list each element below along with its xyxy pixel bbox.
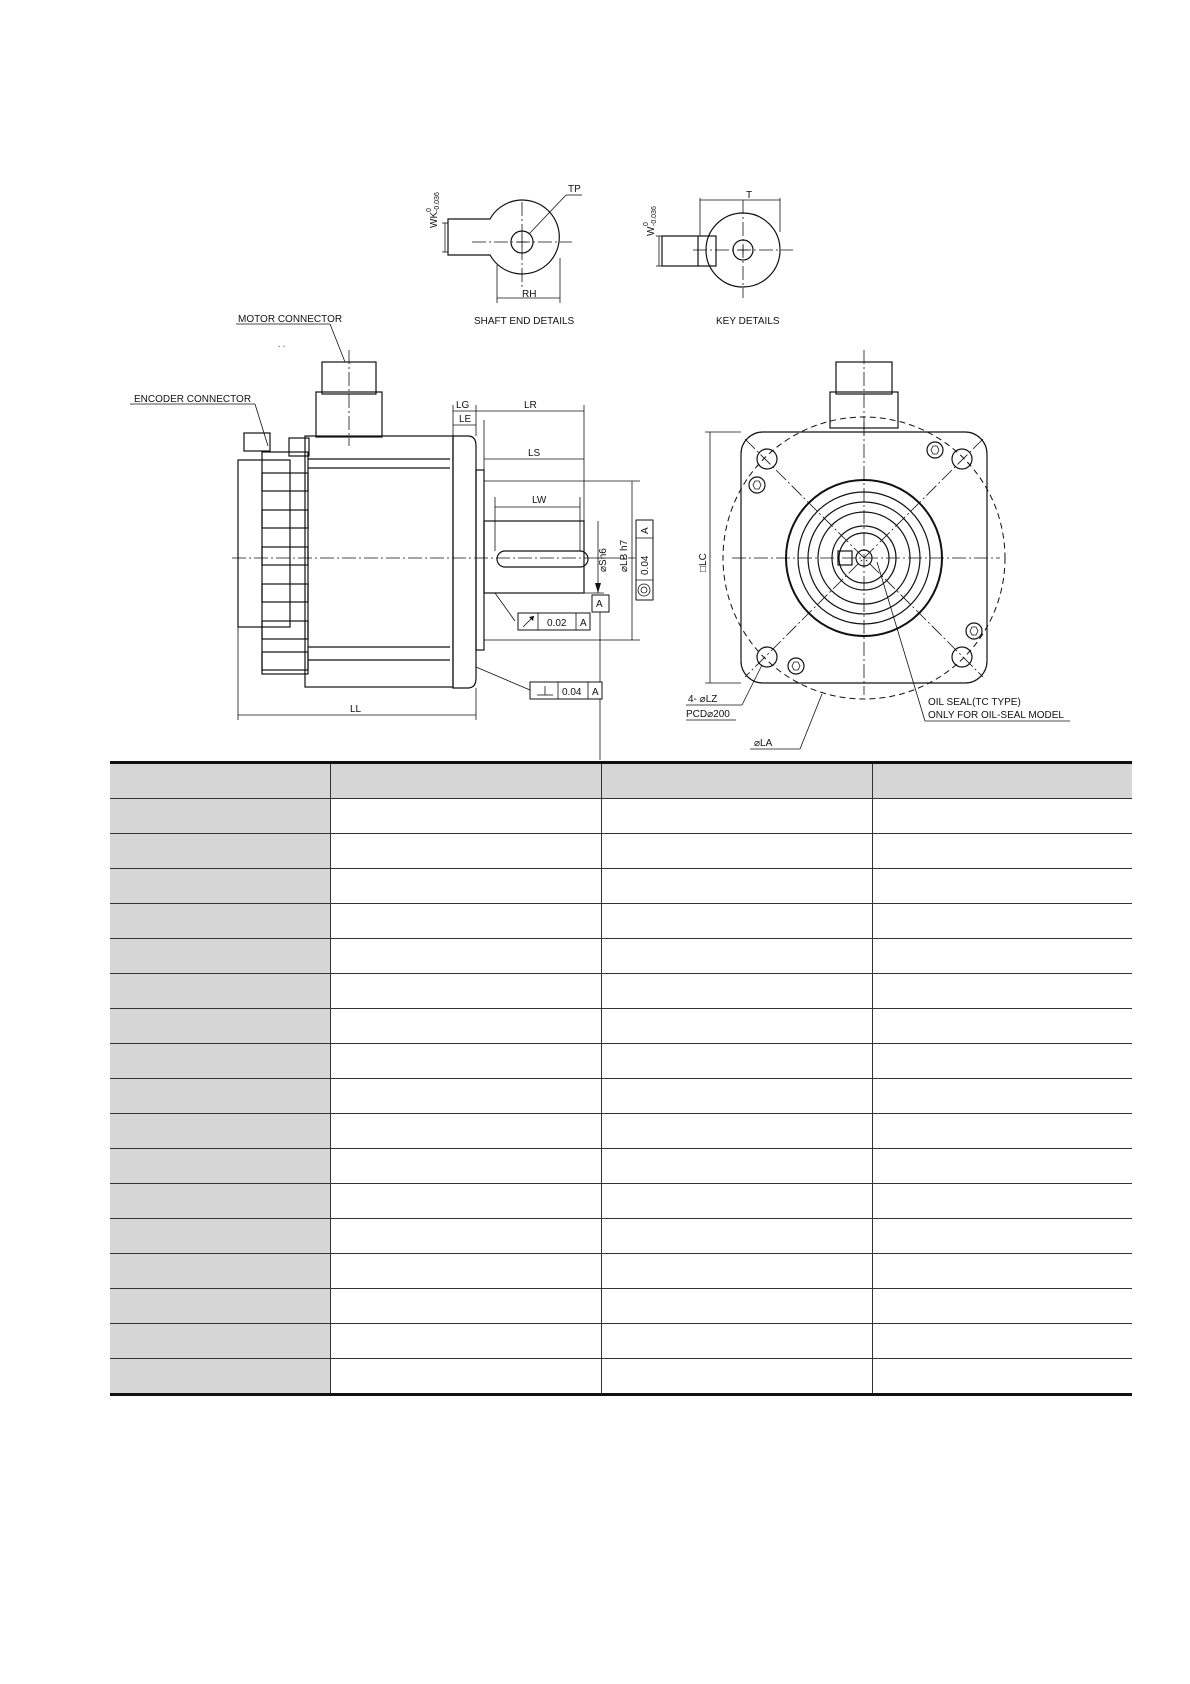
table-cell: [602, 1114, 873, 1149]
table-cell: [873, 1114, 1133, 1149]
table-label-cell: [110, 763, 331, 799]
table-cell: [331, 1149, 602, 1184]
table-cell: [602, 869, 873, 904]
dim-lb: ⌀LB h7: [619, 539, 630, 572]
table-row: [110, 1254, 1132, 1289]
table-label-cell: [110, 1079, 331, 1114]
table-cell: [873, 974, 1133, 1009]
table-cell: [602, 1289, 873, 1324]
dim-le: LE: [459, 414, 472, 425]
table-cell: [331, 1289, 602, 1324]
table-cell: [331, 1254, 602, 1289]
table-row: [110, 1324, 1132, 1359]
key-w-label: W: [646, 226, 657, 236]
dim-lc: □LC: [698, 553, 709, 572]
table-cell: [873, 1079, 1133, 1114]
runout-tol: 0.04: [640, 555, 651, 575]
table-label-cell: [110, 904, 331, 939]
dim-lr: LR: [524, 400, 537, 411]
table-label-cell: [110, 1324, 331, 1359]
key-details: [643, 190, 793, 327]
key-t-label: T: [746, 190, 753, 201]
table-cell: [331, 1009, 602, 1044]
table-row: [110, 904, 1132, 939]
dim-sh6: ⌀Sh6: [598, 548, 609, 572]
table-label-cell: [110, 1184, 331, 1219]
dim-ll: LL: [350, 704, 362, 715]
specification-table: [110, 761, 1132, 1396]
table-cell: [602, 1324, 873, 1359]
datum-a: A: [596, 599, 603, 610]
table-row: [110, 834, 1132, 869]
table-cell: [873, 1359, 1133, 1395]
table-cell: [331, 869, 602, 904]
table-cell: [873, 869, 1133, 904]
table-cell: [331, 974, 602, 1009]
circ-runout-datum: A: [580, 618, 587, 629]
table-label-cell: [110, 1009, 331, 1044]
table-row: [110, 974, 1132, 1009]
table-row: [110, 1149, 1132, 1184]
table-row: [110, 1184, 1132, 1219]
table-cell: [873, 1149, 1133, 1184]
front-view: [686, 350, 1070, 749]
dim-la: ⌀LA: [754, 738, 773, 749]
table-cell: [602, 1044, 873, 1079]
table-row: [110, 1044, 1132, 1079]
oil-seal-label-1: OIL SEAL(TC TYPE): [928, 697, 1021, 708]
table-cell: [602, 1009, 873, 1044]
table-cell: [873, 1009, 1133, 1044]
key-w-tol-upper: 0: [643, 222, 650, 226]
tick-marks: ` `: [278, 345, 286, 354]
table-cell: [602, 939, 873, 974]
shaft-tp-label: TP: [568, 184, 581, 195]
table-cell: [331, 1324, 602, 1359]
table-cell: [331, 1359, 602, 1395]
dim-ls: LS: [528, 448, 541, 459]
table-cell: [873, 1184, 1133, 1219]
perp-datum: A: [592, 687, 599, 698]
table-cell: [602, 763, 873, 799]
table-cell: [331, 1044, 602, 1079]
runout-datum: A: [640, 527, 651, 534]
table-label-cell: [110, 1219, 331, 1254]
table-label-cell: [110, 834, 331, 869]
motor-dimension-drawing: [0, 0, 1190, 760]
key-details-caption: KEY DETAILS: [716, 316, 780, 327]
side-view: [130, 314, 653, 760]
table-cell: [331, 834, 602, 869]
table-cell: [873, 763, 1133, 799]
table-label-cell: [110, 1254, 331, 1289]
oil-seal-label-2: ONLY FOR OIL-SEAL MODEL: [928, 710, 1064, 721]
table-header-row: [110, 763, 1132, 799]
shaft-end-caption: SHAFT END DETAILS: [474, 316, 575, 327]
perp-tol: 0.04: [562, 687, 582, 698]
circ-runout-tol: 0.02: [547, 618, 567, 629]
table-label-cell: [110, 869, 331, 904]
table-row: [110, 1114, 1132, 1149]
table-cell: [602, 834, 873, 869]
table-cell: [602, 1359, 873, 1395]
table-cell: [602, 1149, 873, 1184]
table-label-cell: [110, 1149, 331, 1184]
table-cell: [873, 1289, 1133, 1324]
table-cell: [873, 939, 1133, 974]
dim-lw: LW: [532, 495, 547, 506]
table-cell: [873, 1254, 1133, 1289]
table-label-cell: [110, 974, 331, 1009]
table-cell: [331, 763, 602, 799]
table-row: [110, 869, 1132, 904]
table-cell: [331, 904, 602, 939]
table-cell: [602, 1184, 873, 1219]
table-cell: [873, 799, 1133, 834]
table-cell: [873, 1044, 1133, 1079]
table-cell: [331, 1184, 602, 1219]
table-cell: [602, 1254, 873, 1289]
dim-pcd: PCD⌀200: [686, 709, 730, 720]
table-cell: [873, 1219, 1133, 1254]
table-cell: [602, 1079, 873, 1114]
table-label-cell: [110, 1044, 331, 1079]
table-label-cell: [110, 1359, 331, 1395]
table-cell: [873, 904, 1133, 939]
table-cell: [331, 1079, 602, 1114]
shaft-wk-tol-upper: 0: [426, 208, 433, 212]
key-w-tol-lower: -0.036: [651, 206, 658, 226]
shaft-wk-label: WK: [429, 211, 440, 228]
table-label-cell: [110, 1289, 331, 1324]
dim-lg: LG: [456, 400, 470, 411]
table-row: [110, 799, 1132, 834]
table-cell: [873, 834, 1133, 869]
table-label-cell: [110, 939, 331, 974]
table-row: [110, 1359, 1132, 1395]
shaft-wk-tol-lower: -0.036: [434, 192, 441, 212]
table-cell: [331, 1114, 602, 1149]
table-row: [110, 939, 1132, 974]
encoder-connector-label: ENCODER CONNECTOR: [134, 394, 252, 405]
table-row: [110, 1289, 1132, 1324]
table-label-cell: [110, 799, 331, 834]
table-cell: [602, 1219, 873, 1254]
table-cell: [602, 974, 873, 1009]
table-cell: [331, 939, 602, 974]
dim-lz: 4- ⌀LZ: [688, 694, 718, 705]
motor-connector-label: MOTOR CONNECTOR: [238, 314, 343, 325]
table-row: [110, 1219, 1132, 1254]
table-row: [110, 1079, 1132, 1114]
table-cell: [602, 904, 873, 939]
shaft-end-details: [426, 184, 582, 327]
table-label-cell: [110, 1114, 331, 1149]
shaft-rh-label: RH: [522, 289, 537, 300]
table-cell: [602, 799, 873, 834]
table-cell: [873, 1324, 1133, 1359]
table-cell: [331, 799, 602, 834]
table-cell: [331, 1219, 602, 1254]
table-row: [110, 1009, 1132, 1044]
